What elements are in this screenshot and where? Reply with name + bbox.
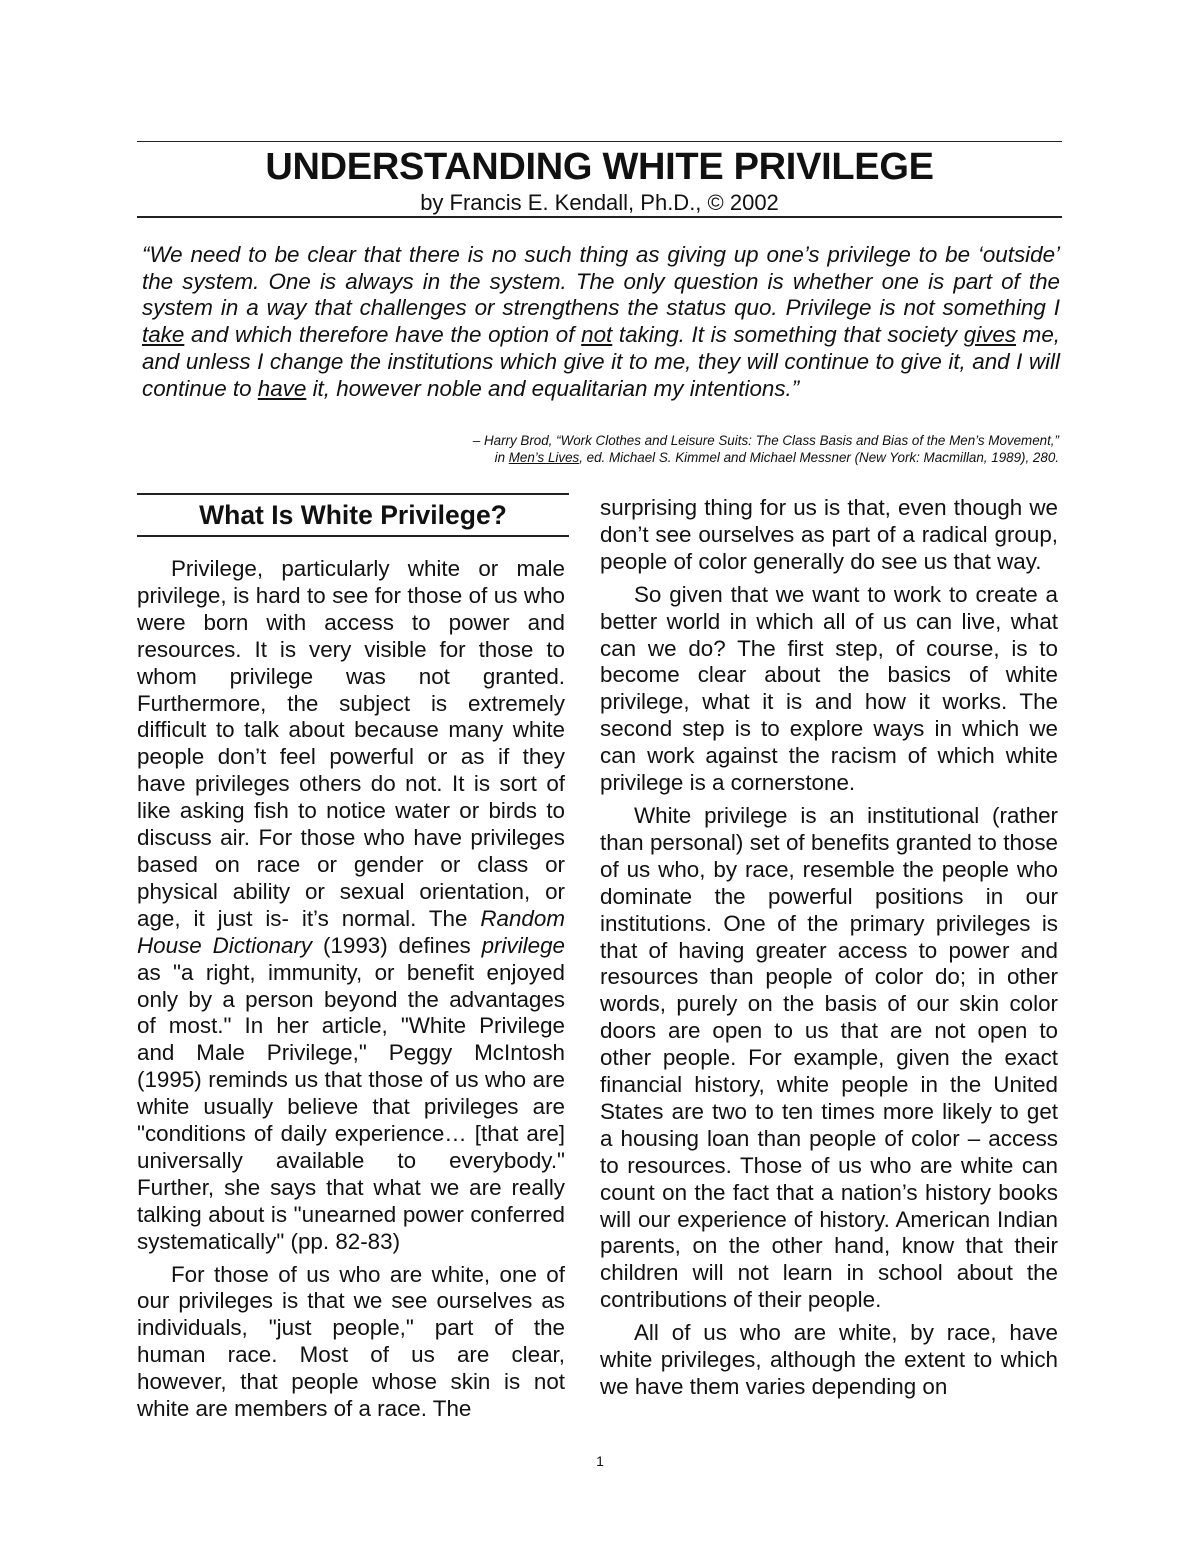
paragraph-continued: surprising thing for us is that, even though we don’t see ourselves as part of a radical group, people of color generally do see us that way. bbox=[600, 495, 1058, 574]
page-number: 1 bbox=[596, 1453, 604, 1469]
section-heading: What Is White Privilege? bbox=[199, 500, 507, 530]
quote-text: taking. It is something that society bbox=[612, 322, 964, 348]
quote-emphasis-have: have bbox=[257, 375, 307, 401]
section-bottom-rule bbox=[137, 535, 569, 537]
epigraph-citation-source bbox=[137, 449, 1059, 466]
epigraph-citation: – Harry Brod, “Work Clothes and Leisure Suits: The Class Basis and Bias of the Men’s Movement,” bbox=[472, 433, 1059, 448]
quote-emphasis-gives: gives bbox=[963, 322, 1017, 348]
paragraph: For those of us who are white, one of our privileges is that we see ourselves as individuals, "just people," part of the human race. Most of us are clear, however, that people whose skin is not white are members of a race. The bbox=[137, 1261, 565, 1422]
page-title: UNDERSTANDING WHITE PRIVILEGE bbox=[265, 146, 934, 188]
paragraph-text: (1993) defines bbox=[312, 932, 482, 958]
quote-text: me, and unless I change the institutions which give it to me, they will continue to give it, and I will continue to bbox=[142, 322, 1061, 401]
citation-book-title: Men’s Lives bbox=[508, 450, 580, 465]
citation-in: in bbox=[494, 450, 509, 465]
paragraph-text: as "a right, immunity, or benefit enjoyed only by a person beyond the advantages of most." In her article, "White Privilege and Male Privilege," Peggy McIntosh (1995) reminds us that those of us who are white usually believe that privileges are "conditions of daily experience… [that are] universally available to everybody." Further, she says that what we are really talking about is "unearned power conferred systematically" (pp. 82-83) bbox=[137, 959, 565, 1254]
paragraph-text: Privilege, particularly white or male privilege, is hard to see for those of us who were born with access to power and resources. It is very visible for those to whom privilege was not granted. Furthermore, the subject is extremely difficult to talk about because many white people don’t feel powerful or as if they have privileges others do not. It is sort of like asking fish to notice water or birds to discuss air. For those who have privileges based on race or gender or class or physical ability or sexual orientation, or age, it just is- it’s normal. The bbox=[137, 556, 565, 931]
quote-text: and which therefore have the option of bbox=[184, 322, 582, 348]
section-top-rule bbox=[137, 493, 569, 495]
paragraph: So given that we want to work to create a better world in which all of us can live, what can we do? The first step, of course, is to become clear about the basics of white privilege, what it is and how it works. The second step is to explore ways in which we can work against the racism of which white privilege is a cornerstone. bbox=[600, 581, 1058, 796]
dictionary-title: Random House Dictionary bbox=[137, 905, 565, 958]
header-bottom-rule bbox=[137, 216, 1062, 218]
author-byline: by Francis E. Kendall, Ph.D., © 2002 bbox=[420, 190, 779, 215]
paragraph: White privilege is an institutional (rather than personal) set of benefits granted to those of us who, by race, resemble the people who dominate the powerful positions in our institutions. One of the primary privileges is that of having greater access to power and resources than people of color do; in other words, purely on the basis of our skin color doors are open to us that are not open to other people. For example, given the exact financial history, white people in the United States are two to ten times more likely to get a housing loan than people of color – access to resources. Those of us who are white can count on the fact that a nation’s history books will our experience of history. American Indian parents, on the other hand, know that their children will not learn in school about the contributions of their people. bbox=[600, 802, 1058, 1313]
term-privilege: privilege bbox=[481, 932, 565, 958]
paragraph bbox=[137, 556, 565, 1256]
quote-emphasis-not: not bbox=[581, 322, 613, 348]
paragraph: All of us who are white, by race, have white privileges, although the extent to which we have them varies depending on bbox=[600, 1320, 1058, 1399]
right-column bbox=[600, 495, 1058, 1401]
left-column bbox=[137, 556, 565, 1423]
citation-details: , ed. Michael S. Kimmel and Michael Messner (New York: Macmillan, 1989), 280. bbox=[579, 450, 1059, 465]
epigraph-quote bbox=[142, 242, 1060, 402]
quote-text: it, however noble and equalitarian my intentions.” bbox=[306, 375, 800, 401]
quote-text: “We need to be clear that there is no such thing as giving up one’s privilege to be ‘outside’ the system. One is always in the system. The only question is whether one is part of the system in a way that challenges or strengthens the status quo. Privilege is not something I bbox=[142, 242, 1060, 321]
quote-emphasis-take: take bbox=[142, 322, 185, 348]
header-top-rule bbox=[137, 141, 1062, 142]
